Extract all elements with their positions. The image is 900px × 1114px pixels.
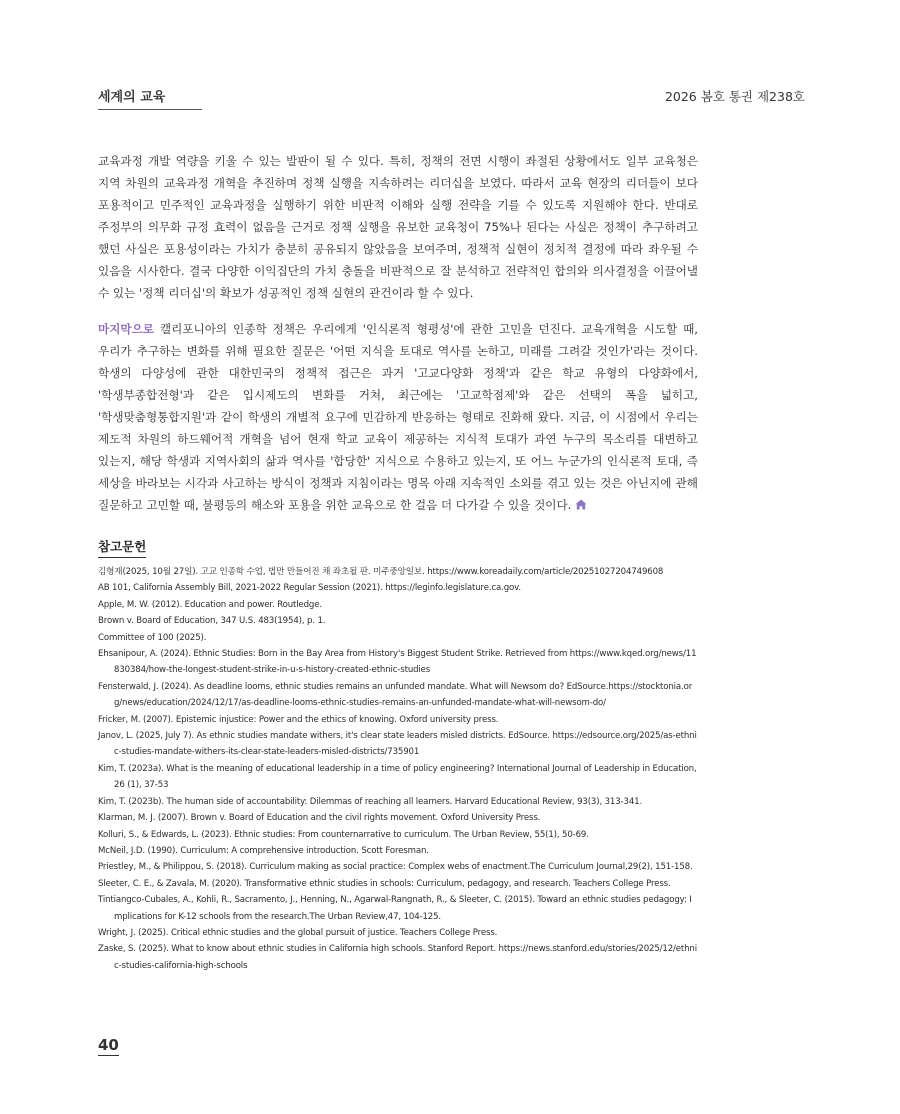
reference-item: AB 101, California Assembly Bill, 2021-2022 Regular Session (2021). https://leginfo.legislature.ca.gov. bbox=[98, 583, 522, 594]
reference-item: Klarman, M. J. (2007). Brown v. Board of Education and the civil rights movement. Oxford University Press. bbox=[98, 813, 541, 824]
reference-item: Sleeter, C. E., & Zavala, M. (2020). Transformative ethnic studies in schools: Curriculum, pedagogy, and research. Teachers College Press. bbox=[98, 878, 671, 889]
article-body bbox=[98, 150, 698, 530]
paragraph-lead-highlight: 마지막으로 bbox=[98, 322, 154, 336]
reference-item: Fricker, M. (2007). Epistemic injustice: Power and the ethics of knowing. Oxford university press. bbox=[98, 714, 499, 725]
page-number: 40 bbox=[98, 1036, 119, 1054]
reference-item: Fensterwald, J. (2024). As deadline looms, ethnic studies remains an unfunded mandate. What will Newsom do? EdSource.https://stocktonia.org/news/education/2024/12/17/as-deadline-looms-ethnic-studies-remains-an-unfunded-mandate-what-will-newsom-do/ bbox=[98, 681, 693, 709]
body-paragraph-2 bbox=[98, 318, 698, 516]
section-title: 세계의 교육 bbox=[98, 86, 202, 110]
reference-item: Brown v. Board of Education, 347 U.S. 483(1954), p. 1. bbox=[98, 616, 326, 627]
reference-item: Zaske, S. (2025). What to know about ethnic studies in California high schools. Stanford Report. https://news.stanford.edu/stories/2025/12/ethnic-studies-california-high-schools bbox=[98, 944, 697, 971]
reference-item: Janov, L. (2025, July 7). As ethnic studies mandate withers, it's clear state leaders misled districts. EdSource. https://edsource.org/2025/as-ethnic-studies-mandate-withers-its-clear-state-leaders-misled-districts/735901 bbox=[98, 731, 697, 758]
reference-item: McNeil, J.D. (1990). Curriculum: A comprehensive introduction. Scott Foresman. bbox=[98, 845, 429, 856]
reference-item: Wright, J. (2025). Critical ethnic studies and the global pursuit of justice. Teachers College Press. bbox=[98, 927, 498, 938]
issue-label: 2026 봄호 통권 제238호 bbox=[664, 89, 805, 104]
reference-item: Committee of 100 (2025). bbox=[98, 632, 207, 643]
reference-item: Tintiangco-Cubales, A., Kohli, R., Sacramento, J., Henning, N., Agarwal-Rangnath, R., & Sleeter, C. (2015). Toward an ethnic studies pedagogy: Implications for K-12 schools from the research.The Urban Review,47, 104-125. bbox=[98, 895, 692, 922]
body-paragraph-2-text: 캘리포니아의 인종학 정책은 우리에게 '인식론적 형평성'에 관한 고민을 던진다. 교육개혁을 시도할 때, 우리가 추구하는 변화를 위해 필요한 질문은 '어떤 지식을 토대로 역사를 논하고, 미래를 그려갈 것인가'라는 것이다. 학생의 다양성에 관한 대한민국의 정책적 접근은 과거 '고교다양화 정책'과 같은 학교 유형의 다양화에서, '학생부종합전형'과 같은 입시제도의 변화를 거쳐, 최근에는 '고교학점제'와 같은 선택의 폭을 넓히고, '학생맞춤형통합지원'과 같이 학생의 개별적 요구에 민감하게 반응하는 형태로 진화해 왔다. 지금, 이 시점에서 우리는 제도적 차원의 하드웨어적 개혁을 넘어 현재 학교 교육이 제공하는 지식적 토대가 과연 누구의 목소리를 대변하고 있는지, 해당 학생과 지역사회의 삶과 역사를 '합당한' 지식으로 수용하고 있는지, 또 어느 누군가의 인식론적 토대, 즉 세상을 바라보는 시각과 사고하는 방식이 정책과 지침이라는 명목 아래 지속적인 소외를 겪고 있는 것은 아닌지에 관해 질문하고 고민할 때, 불평등의 해소와 포용을 위한 교육으로 한 걸음 더 다가갈 수 있을 것이다. bbox=[98, 322, 698, 512]
home-icon bbox=[575, 499, 587, 510]
reference-item: 김형재(2025, 10월 27일). 고교 인종학 수업, 법만 만들어진 채 좌초될 판. 미주중앙일보. https://www.koreadaily.com/article/20251027204749608 bbox=[98, 567, 664, 577]
reference-item: Apple, M. W. (2012). Education and power. Routledge. bbox=[98, 599, 322, 610]
reference-item: Ehsanipour, A. (2024). Ethnic Studies: Born in the Bay Area from History's Biggest Student Strike. Retrieved from https://www.kqed.org/news/11830384/how-the-longest-student-strike-in-u-s-history-created-ethnic-studies bbox=[98, 649, 697, 676]
body-paragraph-1: 교육과정 개발 역량을 키울 수 있는 발판이 될 수 있다. 특히, 정책의 전면 시행이 좌절된 상황에서도 일부 교육청은 지역 차원의 교육과정 개혁을 추진하며 정책 실행을 지속하려는 리더십을 보였다. 따라서 교육 현장의 리더들이 보다 포용적이고 민주적인 교육과정을 실행하기 위한 비판적 이해와 실행 전략을 기를 수 있도록 지원해야 한다. 반대로 주정부의 의무화 규정 효력이 없음을 근거로 정책 실행을 유보한 교육청이 75%나 된다는 사실은 정책이 추구하려고 했던 사실은 포용성이라는 가치가 충분히 공유되지 않았음을 보여주며, 정책적 실현이 정치적 결정에 따라 좌우될 수 있음을 시사한다. 결국 다양한 이익집단의 가치 충돌을 비판적으로 잘 분석하고 전략적인 합의와 의사결정을 이끌어낼 수 있는 '정책 리더십'의 확보가 성공적인 정책 실현의 관건이라 할 수 있다. bbox=[98, 154, 698, 300]
references-title: 참고문헌 bbox=[98, 537, 146, 558]
reference-item: Kim, T. (2023b). The human side of accountability: Dilemmas of reaching all learners. Harvard Educational Review, 93(3), 313-341. bbox=[98, 796, 643, 807]
reference-item: Priestley, M., & Philippou, S. (2018). Curriculum making as social practice: Complex webs of enactment.The Curriculum Journal,29(2), 151-158. bbox=[98, 862, 693, 873]
reference-item: Kolluri, S., & Edwards, L. (2023). Ethnic studies: From counternarrative to curriculum. The Urban Review, 55(1), 50-69. bbox=[98, 829, 589, 840]
references-list bbox=[98, 564, 698, 974]
reference-item: Kim, T. (2023a). What is the meaning of educational leadership in a time of policy engineering? International Journal of Leadership in Education, 26 (1), 37-53 bbox=[98, 763, 697, 791]
